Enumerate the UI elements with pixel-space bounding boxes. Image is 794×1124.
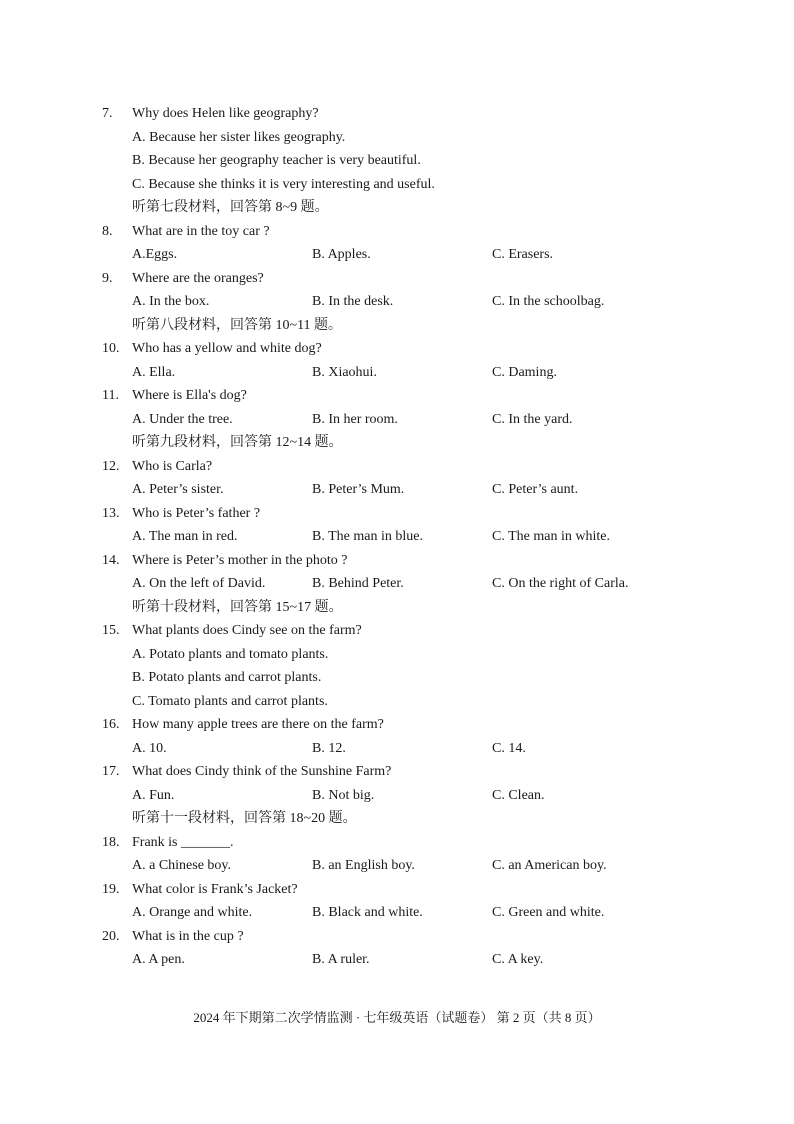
question-text: Where is Peter’s mother in the photo ? bbox=[132, 552, 348, 568]
answer-option: A. A pen. bbox=[132, 952, 185, 967]
answer-option: B. 12. bbox=[312, 740, 346, 756]
answer-option: B. Potato plants and carrot plants. bbox=[132, 670, 322, 685]
question-number: 8. bbox=[102, 223, 113, 239]
option-row bbox=[0, 903, 794, 923]
question-text: Who is Peter’s father ? bbox=[132, 505, 261, 521]
option-row bbox=[0, 527, 794, 547]
question-number: 17. bbox=[102, 764, 120, 779]
answer-option: A.Eggs. bbox=[132, 247, 178, 262]
option-row bbox=[0, 692, 794, 712]
answer-option: B. The man in blue. bbox=[312, 529, 423, 544]
answer-option: C. Green and white. bbox=[492, 905, 605, 920]
answer-option: C. Peter’s aunt. bbox=[492, 482, 579, 497]
answer-option: A. Because her sister likes geography. bbox=[132, 129, 346, 145]
question-stem bbox=[0, 269, 794, 289]
question-text: What color is Frank’s Jacket? bbox=[132, 881, 298, 897]
question-stem bbox=[0, 715, 794, 735]
question-text: Who has a yellow and white dog? bbox=[132, 341, 322, 356]
answer-option: B. Xiaohui. bbox=[312, 364, 377, 380]
question-text: What is in the cup ? bbox=[132, 928, 244, 944]
question-stem bbox=[0, 222, 794, 242]
answer-option: A. Peter’s sister. bbox=[132, 482, 224, 497]
question-number: 19. bbox=[102, 881, 120, 897]
question-stem bbox=[0, 339, 794, 359]
option-row bbox=[0, 175, 794, 195]
section-instruction-text: 听第十段材料，回答第 15~17 题。 bbox=[132, 599, 343, 615]
answer-option: C. In the yard. bbox=[492, 411, 573, 427]
answer-option: A. Under the tree. bbox=[132, 411, 233, 427]
answer-option: C. Daming. bbox=[492, 364, 557, 380]
answer-option: A. a Chinese boy. bbox=[132, 858, 232, 873]
question-stem bbox=[0, 833, 794, 853]
answer-option: C. 14. bbox=[492, 740, 526, 756]
option-row bbox=[0, 151, 794, 171]
question-number: 9. bbox=[102, 270, 113, 286]
option-row bbox=[0, 292, 794, 312]
answer-option: A. In the box. bbox=[132, 294, 210, 309]
option-row bbox=[0, 645, 794, 665]
section-instruction-text: 听第八段材料，回答第 10~11 题。 bbox=[132, 317, 343, 333]
option-row bbox=[0, 856, 794, 876]
option-row bbox=[0, 574, 794, 594]
option-row bbox=[0, 950, 794, 970]
answer-option: B. Not big. bbox=[312, 787, 375, 803]
answer-option: A. 10. bbox=[132, 740, 167, 756]
answer-option: C. A key. bbox=[492, 952, 544, 967]
answer-option: C. Because she thinks it is very interesting and useful. bbox=[132, 176, 435, 192]
question-text: What does Cindy think of the Sunshine Farm? bbox=[132, 764, 392, 779]
question-text: What plants does Cindy see on the farm? bbox=[132, 623, 362, 638]
option-row bbox=[0, 480, 794, 500]
answer-option: A. Ella. bbox=[132, 364, 176, 380]
answer-option: C. Clean. bbox=[492, 787, 545, 803]
question-stem bbox=[0, 927, 794, 947]
question-text: What are in the toy car ? bbox=[132, 223, 270, 239]
question-stem bbox=[0, 504, 794, 524]
question-text: Frank is _______. bbox=[132, 834, 234, 850]
question-text: Where are the oranges? bbox=[132, 270, 264, 286]
section-instruction bbox=[0, 316, 794, 336]
question-number: 7. bbox=[102, 106, 113, 121]
section-instruction bbox=[0, 598, 794, 618]
answer-option: B. an English boy. bbox=[312, 858, 415, 873]
question-number: 15. bbox=[102, 623, 120, 638]
question-stem bbox=[0, 880, 794, 900]
answer-option: B. Behind Peter. bbox=[312, 576, 404, 591]
answer-option: A. Fun. bbox=[132, 787, 175, 803]
section-instruction bbox=[0, 809, 794, 829]
question-text: Who is Carla? bbox=[132, 458, 213, 474]
question-stem bbox=[0, 386, 794, 406]
section-instruction-text: 听第九段材料，回答第 12~14 题。 bbox=[132, 435, 343, 450]
answer-option: B. Because her geography teacher is very beautiful. bbox=[132, 153, 421, 168]
question-number: 20. bbox=[102, 928, 120, 944]
answer-option: B. Black and white. bbox=[312, 905, 423, 920]
question-stem bbox=[0, 621, 794, 641]
option-row bbox=[0, 786, 794, 806]
question-stem bbox=[0, 104, 794, 124]
question-text: Where is Ella's dog? bbox=[132, 388, 247, 403]
question-stem bbox=[0, 762, 794, 782]
answer-option: A. On the left of David. bbox=[132, 576, 266, 591]
question-number: 12. bbox=[102, 458, 120, 474]
answer-option: A. Potato plants and tomato plants. bbox=[132, 646, 329, 662]
option-row bbox=[0, 363, 794, 383]
answer-option: B. In the desk. bbox=[312, 294, 394, 309]
question-stem bbox=[0, 551, 794, 571]
answer-option: B. A ruler. bbox=[312, 952, 370, 967]
question-number: 14. bbox=[102, 552, 120, 568]
option-row bbox=[0, 739, 794, 759]
answer-option: C. an American boy. bbox=[492, 858, 607, 873]
question-number: 13. bbox=[102, 505, 120, 521]
answer-option: A. The man in red. bbox=[132, 529, 238, 544]
question-number: 11. bbox=[102, 388, 119, 403]
section-instruction-text: 听第七段材料，回答第 8~9 题。 bbox=[132, 200, 329, 215]
answer-option: C. Erasers. bbox=[492, 247, 554, 262]
option-row bbox=[0, 668, 794, 688]
answer-option: B. Peter’s Mum. bbox=[312, 482, 405, 497]
section-instruction-text: 听第十一段材料，回答第 18~20 题。 bbox=[132, 811, 357, 826]
question-stem bbox=[0, 457, 794, 477]
question-text: How many apple trees are there on the farm? bbox=[132, 717, 384, 732]
answer-option: C. The man in white. bbox=[492, 529, 610, 544]
section-instruction bbox=[0, 433, 794, 453]
answer-option: B. In her room. bbox=[312, 411, 398, 427]
answer-option: A. Orange and white. bbox=[132, 905, 253, 920]
question-number: 18. bbox=[102, 834, 120, 850]
answer-option: C. On the right of Carla. bbox=[492, 576, 629, 591]
question-text: Why does Helen like geography? bbox=[132, 106, 319, 121]
page-footer: 2024 年下期第二次学情监测 · 七年级英语（试题卷） 第 2 页（共 8 页） bbox=[193, 1010, 601, 1025]
question-number: 10. bbox=[102, 341, 120, 356]
option-row bbox=[0, 128, 794, 148]
section-instruction bbox=[0, 198, 794, 218]
answer-option: B. Apples. bbox=[312, 247, 371, 262]
option-row bbox=[0, 410, 794, 430]
question-number: 16. bbox=[102, 717, 120, 732]
answer-option: C. Tomato plants and carrot plants. bbox=[132, 693, 328, 709]
answer-option: C. In the schoolbag. bbox=[492, 294, 605, 309]
option-row bbox=[0, 245, 794, 265]
